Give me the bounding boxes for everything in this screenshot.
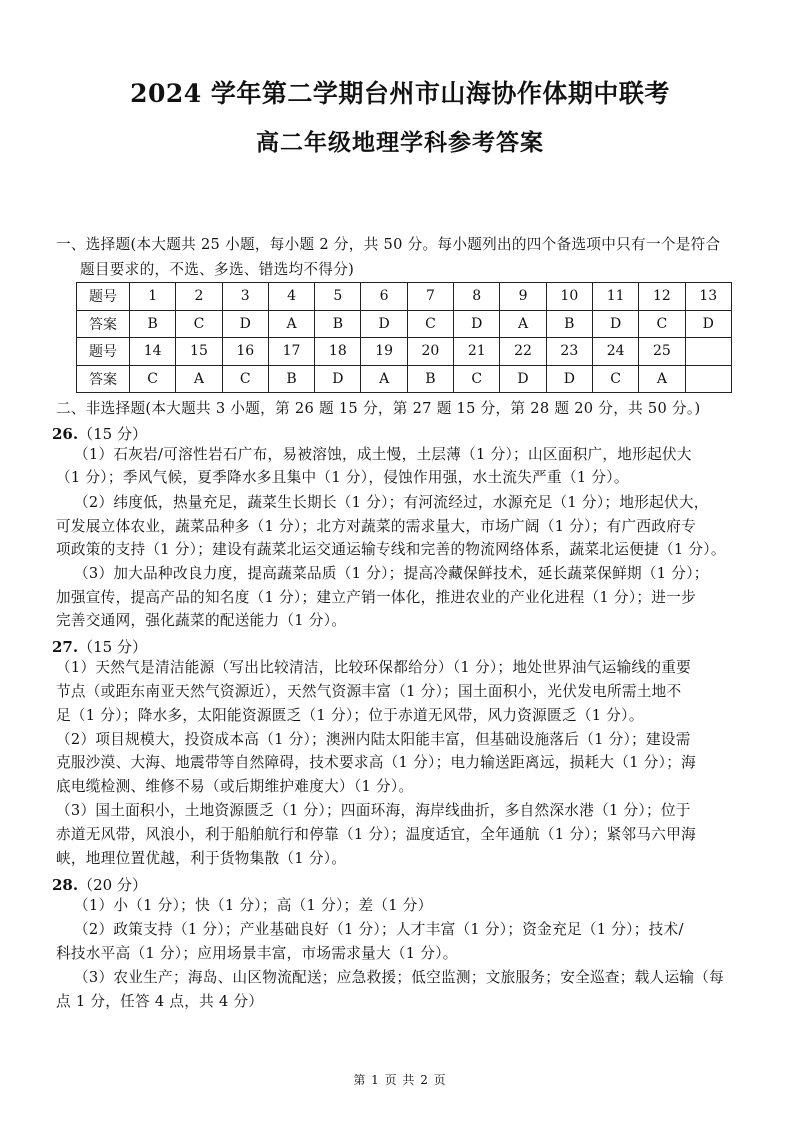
answer-letter-cell: B — [268, 365, 314, 393]
answer-letter-cell: A — [176, 365, 222, 393]
table-row — [77, 365, 732, 393]
q28-line: 科技水平高（1 分）；应用场景丰富，市场需求量大（1 分）。 — [56, 945, 458, 962]
q26-line: （1）石灰岩/可溶性岩石广布，易被溶蚀，成土慢，土层薄（1 分）；山区面积广，地形起伏大 — [74, 446, 692, 463]
answer-letter-cell: D — [361, 310, 407, 338]
answer-letter-cell: C — [454, 365, 500, 393]
answer-letter-cell: A — [361, 365, 407, 393]
question-number-cell: 19 — [361, 338, 407, 366]
answer-letter-cell: D — [500, 365, 546, 393]
answer-letter-cell: D — [685, 310, 731, 338]
answer-letter-cell: C — [222, 365, 268, 393]
question-number-cell: 1 — [130, 283, 176, 311]
q26-line: 完善交通网，强化蔬菜的配送能力（1 分）。 — [56, 612, 347, 629]
answer-letter-cell: C — [407, 310, 453, 338]
question-number-cell: 3 — [222, 283, 268, 311]
q27-line: （1）天然气是清洁能源（写出比较清洁，比较环保都给分）（1 分）；地处世界油气运输线的重要 — [56, 659, 692, 676]
table-row — [77, 310, 732, 338]
question-number-cell: 8 — [454, 283, 500, 311]
answer-letter-cell: C — [592, 365, 638, 393]
answer-letter-cell: D — [454, 310, 500, 338]
row-label-question: 题号 — [77, 338, 130, 366]
question-number-cell: 14 — [130, 338, 176, 366]
q27-line: 足（1 分）；降水多，太阳能资源匮乏（1 分）；位于赤道无风带，风力资源匮乏（1 分）。 — [56, 707, 644, 724]
question-number-cell: 10 — [546, 283, 592, 311]
q27-line: 克服沙漠、大海、地震带等自然障碍，技术要求高（1 分）；电力输送距离远，损耗大（1 分）；海 — [56, 754, 696, 771]
q26-points: （15 分） — [78, 425, 147, 443]
question-number-cell: 2 — [176, 283, 222, 311]
q27-number: 27. — [52, 638, 79, 656]
question-number-cell: 22 — [500, 338, 546, 366]
table-row — [77, 283, 732, 311]
answer-letter-cell: C — [130, 365, 176, 393]
q27-line: 节点（或距东南亚天然气资源近），天然气资源丰富（1 分）；国土面积小，光伏发电所需土地不 — [56, 683, 682, 700]
q28-heading — [52, 874, 147, 895]
q28-number: 28. — [52, 876, 79, 894]
answer-letter-cell: B — [407, 365, 453, 393]
question-number-cell: 25 — [639, 338, 685, 366]
section2-heading: 二、非选择题(本大题共 3 小题，第 26 题 15 分，第 27 题 15 分，第 28 题 20 分，共 50 分。) — [56, 400, 701, 417]
row-label-answer: 答案 — [77, 310, 130, 338]
q26-line: （3）加大品种改良力度，提高蔬菜品质（1 分）；提高冷藏保鲜技术，延长蔬菜保鲜期（1 分）； — [74, 565, 709, 582]
answer-letter-cell: D — [315, 365, 361, 393]
q27-line: 峡，地理位置优越，利于货物集散（1 分）。 — [56, 850, 347, 867]
answer-letter-cell — [685, 365, 731, 393]
row-label-answer: 答案 — [77, 365, 130, 393]
exam-subtitle: 高二年级地理学科参考答案 — [256, 129, 544, 156]
row-label-question: 题号 — [77, 283, 130, 311]
q27-line: （3）国土面积小，土地资源匮乏（1 分）；四面环海，海岸线曲折，多自然深水港（1 分）；位于 — [56, 802, 691, 819]
q26-line: （2）纬度低，热量充足，蔬菜生长期长（1 分）；有河流经过，水源充足（1 分）；地形起伏大， — [74, 494, 709, 511]
page-footer: 第 1 页 共 2 页 — [353, 1073, 447, 1087]
question-number-cell: 15 — [176, 338, 222, 366]
answer-letter-cell: C — [176, 310, 222, 338]
q27-heading — [52, 636, 147, 657]
q28-line: （1）小（1 分）；快（1 分）；高（1 分）；差（1 分） — [74, 897, 433, 914]
q26-line: 加强宣传，提高产品的知名度（1 分）；建立产销一体化，推进农业的产业化进程（1 分）；进一步 — [56, 589, 696, 606]
question-number-cell: 23 — [546, 338, 592, 366]
question-number-cell: 4 — [268, 283, 314, 311]
question-number-cell: 20 — [407, 338, 453, 366]
section1-heading-cont: 题目要求的，不选、多选、错选均不得分) — [80, 261, 355, 278]
answer-letter-cell: A — [639, 365, 685, 393]
answer-letter-cell: A — [500, 310, 546, 338]
q27-line: 底电缆检测、维修不易（或后期维护难度大）（1 分）。 — [56, 778, 414, 795]
question-number-cell: 6 — [361, 283, 407, 311]
answer-letter-cell: A — [268, 310, 314, 338]
question-number-cell: 9 — [500, 283, 546, 311]
table-row — [77, 338, 732, 366]
q27-points: （15 分） — [78, 638, 147, 656]
answer-letter-cell: C — [639, 310, 685, 338]
answer-table — [76, 282, 732, 393]
answer-letter-cell: D — [592, 310, 638, 338]
q28-points: （20 分） — [78, 876, 147, 894]
answer-letter-cell: B — [315, 310, 361, 338]
section1-heading: 一、选择题(本大题共 25 小题，每小题 2 分，共 50 分。每小题列出的四个备选项中只有一个是符合 — [56, 236, 721, 253]
question-number-cell: 17 — [268, 338, 314, 366]
q28-line: （3）农业生产；海岛、山区物流配送；应急救援；低空监测；文旅服务；安全巡查；载人运输（每 — [74, 969, 725, 986]
q26-line: 可发展立体农业，蔬菜品种多（1 分）；北方对蔬菜的需求量大，市场广阔（1 分）；有广西政府专 — [56, 518, 696, 535]
answer-letter-cell: B — [130, 310, 176, 338]
question-number-cell: 18 — [315, 338, 361, 366]
q26-number: 26. — [52, 425, 79, 443]
answer-letter-cell: D — [222, 310, 268, 338]
q28-line: 点 1 分，任答 4 点，共 4 分） — [56, 993, 264, 1010]
question-number-cell: 13 — [685, 283, 731, 311]
question-number-cell: 21 — [454, 338, 500, 366]
question-number-cell: 24 — [592, 338, 638, 366]
exam-title: 2024 学年第二学期台州市山海协作体期中联考 — [130, 79, 670, 108]
answer-letter-cell: B — [546, 310, 592, 338]
question-number-cell: 11 — [592, 283, 638, 311]
question-number-cell: 5 — [315, 283, 361, 311]
question-number-cell: 16 — [222, 338, 268, 366]
q27-line: （2）项目规模大，投资成本高（1 分）；澳洲内陆太阳能丰富，但基础设施落后（1 分）；建设需 — [56, 731, 691, 748]
question-number-cell: 7 — [407, 283, 453, 311]
q26-line: （1 分）；季风气候，夏季降水多且集中（1 分），侵蚀作用强，水土流失严重（1 分）。 — [56, 469, 629, 486]
q27-line: 赤道无风带，风浪小，利于船舶航行和停靠（1 分）；温度适宜，全年通航（1 分）；紧邻马六甲海 — [56, 826, 696, 843]
q26-line: 项政策的支持（1 分）；建设有蔬菜北运交通运输专线和完善的物流网络体系，蔬菜北运便捷（1 分）。 — [56, 541, 726, 558]
question-number-cell: 12 — [639, 283, 685, 311]
q26-heading — [52, 423, 147, 444]
question-number-cell — [685, 338, 731, 366]
q28-line: （2）政策支持（1 分）；产业基础良好（1 分）；人才丰富（1 分）；资金充足（1 分）；技术/ — [74, 921, 684, 938]
answer-letter-cell: D — [546, 365, 592, 393]
